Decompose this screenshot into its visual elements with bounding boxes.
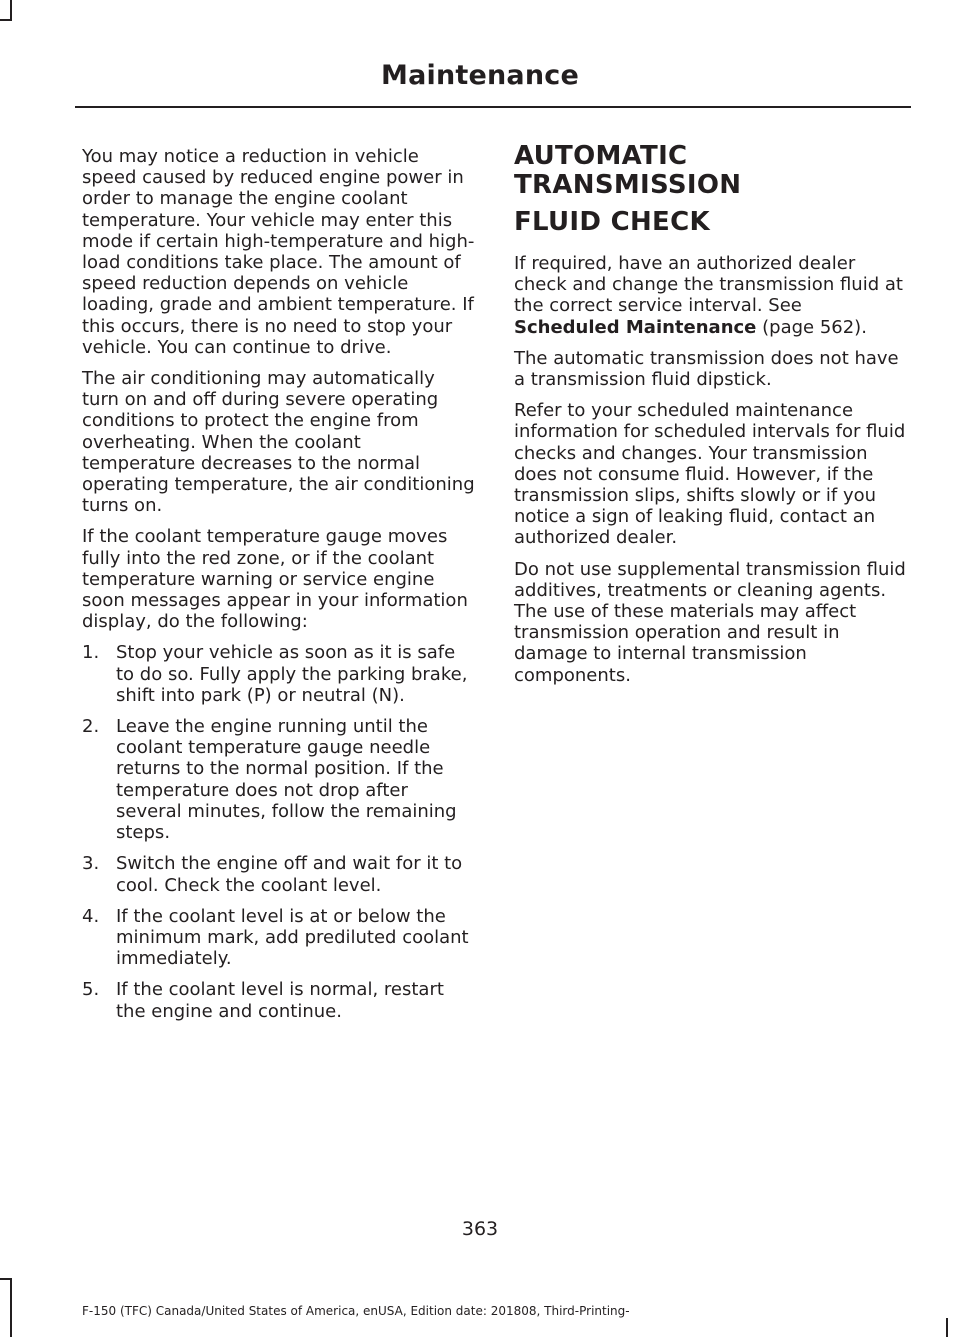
dealer-check-text: If required, have an authorized dealer check and change the transmission fluid at the correct service interval. See	[514, 253, 903, 317]
section-heading	[514, 142, 908, 237]
crop-mark-bottom-left-h	[0, 1278, 12, 1280]
steps-list	[82, 642, 476, 1021]
step-number: 4.	[82, 905, 100, 927]
section-heading-line-1: AUTOMATIC TRANSMISSION	[514, 141, 742, 200]
crop-mark-top-left-v	[10, 0, 12, 20]
list-item	[82, 979, 476, 1021]
crop-mark-bottom-left-v	[10, 1278, 12, 1337]
right-column	[514, 142, 908, 696]
paragraph-dealer-check	[514, 253, 908, 338]
paragraph-scheduled-intervals: Refer to your scheduled maintenance information for scheduled intervals for fluid checks and changes. Your transmission does not consume fluid. However, if the transmission slips, shifts slowly or if you notice a sign of leaking fluid, contact an authorized dealer.	[514, 400, 906, 549]
header-rule	[75, 106, 911, 108]
list-item	[82, 716, 476, 843]
step-text: If the coolant level is normal, restart the engine and continue.	[116, 979, 444, 1022]
paragraph-additives: Do not use supplemental transmission fluid additives, treatments or cleaning agents. The use of these materials may affect transmission operation and result in damage to internal transmission components.	[514, 558, 906, 686]
paragraph-speed-reduction: You may notice a reduction in vehicle speed caused by reduced engine power in order to manage the engine coolant temperature. Your vehicle may enter this mode if certain high-temperature and high-load conditions take place. The amount of speed reduction depends on vehicle loading, grade and ambient temperature. If this occurs, there is no need to stop your vehicle. You can continue to drive.	[82, 146, 475, 358]
crop-mark-bottom-right-v	[946, 1318, 948, 1337]
page-reference: (page 562).	[756, 316, 867, 338]
section-heading-line-2: FLUID CHECK	[514, 207, 710, 237]
crop-mark-top-left-h	[0, 19, 12, 21]
footer-edition: F-150 (TFC) Canada/United States of America, enUSA, Edition date: 201808, Third-Printing-	[82, 1304, 630, 1318]
step-number: 2.	[82, 716, 100, 738]
list-item	[82, 906, 476, 970]
step-text: Stop your vehicle as soon as it is safe to do so. Fully apply the parking brake, shift into park (P) or neutral (N).	[116, 642, 468, 706]
step-number: 1.	[82, 642, 100, 664]
list-item	[82, 853, 476, 895]
step-number: 5.	[82, 979, 100, 1001]
paragraph-gauge-warning: If the coolant temperature gauge moves fully into the red zone, or if the coolant temperature warning or service engine soon messages appear in your information display, do the following:	[82, 526, 468, 633]
list-item	[82, 642, 476, 706]
step-text: Leave the engine running until the coolant temperature gauge needle returns to the normal position. If the temperature does not drop after several minutes, follow the remaining steps.	[116, 716, 457, 844]
paragraph-dipstick: The automatic transmission does not have a transmission fluid dipstick.	[514, 347, 899, 391]
left-column	[82, 146, 476, 1032]
page-title: Maintenance	[381, 60, 579, 91]
step-text: Switch the engine off and wait for it to cool. Check the coolant level.	[116, 853, 463, 896]
paragraph-air-conditioning: The air conditioning may automatically turn on and off during severe operating conditions to protect the engine from overheating. When the coolant temperature decreases to the normal operating temperature, the air conditioning turns on.	[82, 368, 475, 517]
step-number: 3.	[82, 853, 100, 875]
step-text: If the coolant level is at or below the minimum mark, add prediluted coolant immediately.	[116, 905, 469, 970]
scheduled-maintenance-link[interactable]: Scheduled Maintenance	[514, 316, 757, 338]
page-number: 363	[461, 1218, 499, 1240]
